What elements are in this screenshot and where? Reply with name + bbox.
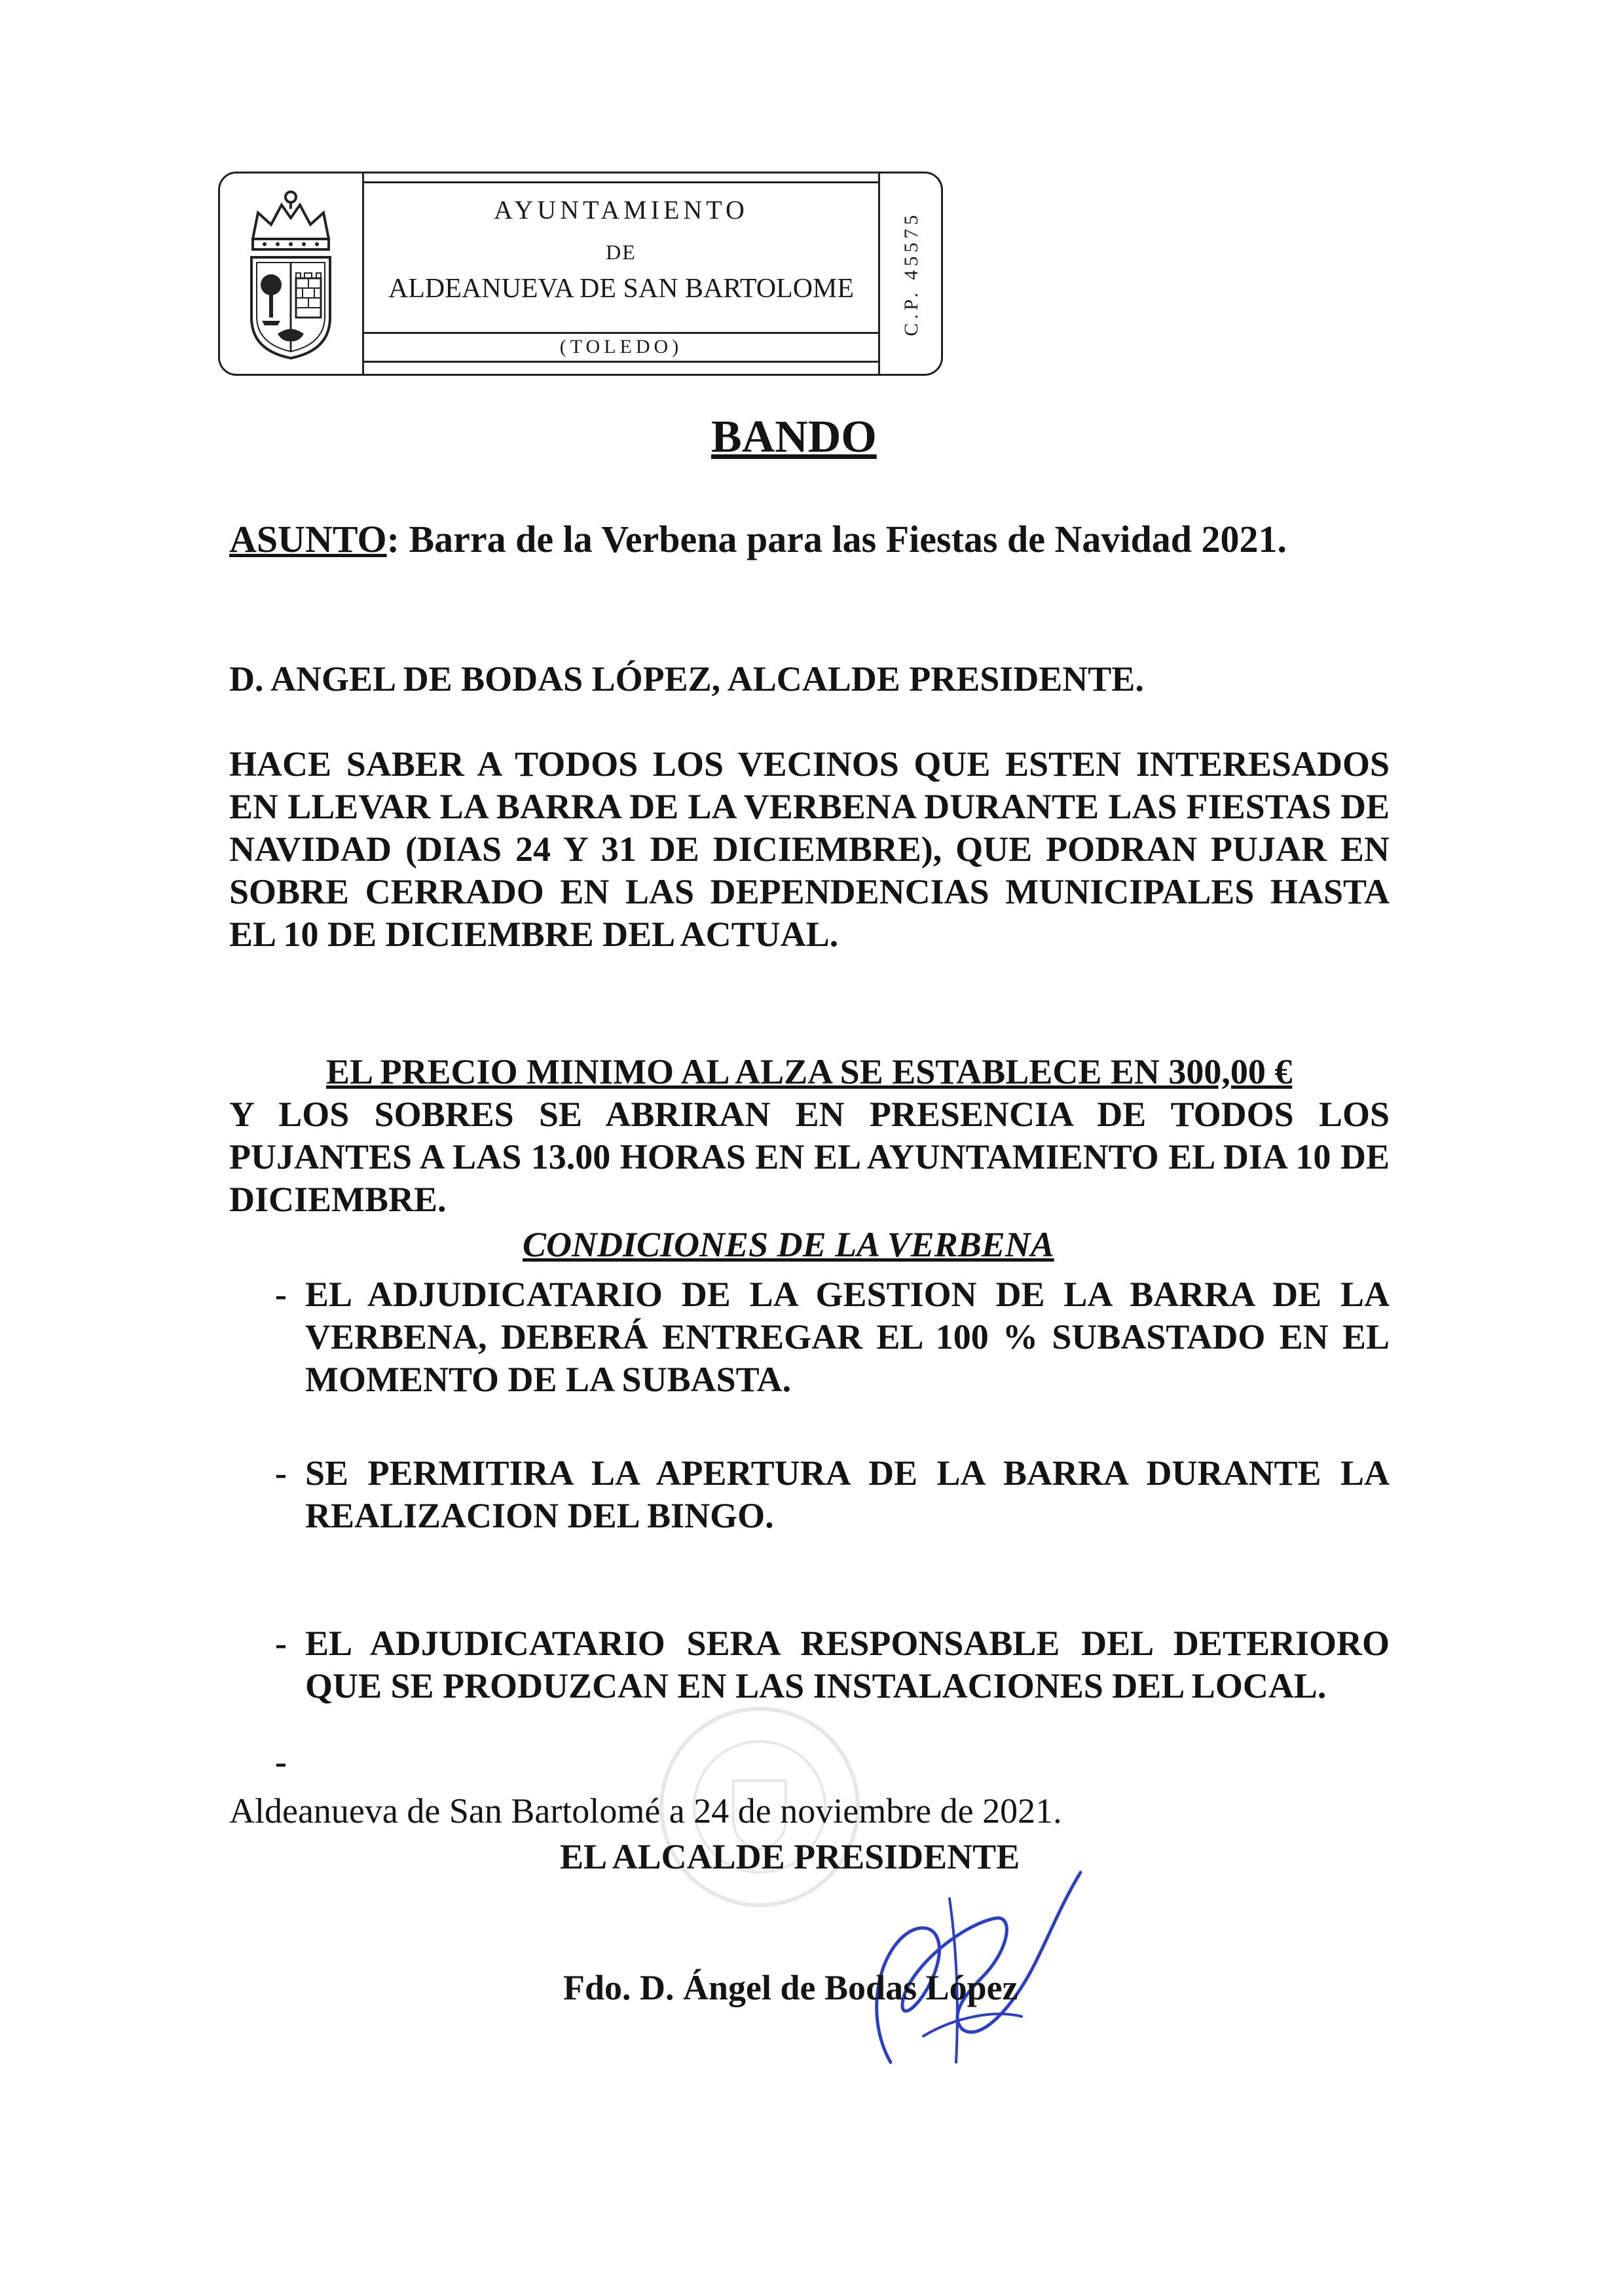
letterhead-preposition: DE bbox=[606, 240, 637, 264]
letterhead-institution: AYUNTAMIENTO bbox=[494, 195, 748, 225]
letterhead-text-block bbox=[364, 173, 878, 374]
minimum-price: EL PRECIO MINIMO AL ALZA SE ESTABLECE EN 300,00 € bbox=[326, 1052, 1293, 1091]
trailing-dash: - bbox=[275, 1742, 287, 1781]
letterhead bbox=[218, 172, 943, 376]
condition-item bbox=[229, 1452, 1390, 1537]
document-title: BANDO bbox=[711, 412, 877, 462]
subject-text: : Barra de la Verbena para las Fiestas de Navidad 2021. bbox=[386, 518, 1287, 560]
price-first-line bbox=[229, 1051, 1390, 1093]
condition-text: EL ADJUDICATARIO DE LA GESTION DE LA BARRA DE LA VERBENA, DEBERÁ ENTREGAR EL 100 % SUBASTADO EN EL MOMENTO DE LA SUBASTA. bbox=[305, 1275, 1390, 1399]
condition-dash: - bbox=[275, 1624, 287, 1663]
subject-paragraph bbox=[229, 517, 1390, 562]
postal-code: C.P. 45575 bbox=[900, 211, 922, 337]
coat-of-arms-icon bbox=[238, 187, 343, 363]
coat-of-arms-cell bbox=[220, 173, 364, 374]
condition-text: SE PERMITIRA LA APERTURA DE LA BARRA DURANTE LA REALIZACION DEL BINGO. bbox=[305, 1453, 1390, 1535]
price-paragraph bbox=[229, 1051, 1390, 1221]
letterhead-municipality: ALDEANUEVA DE SAN BARTOLOME bbox=[388, 274, 855, 304]
conditions-title: CONDICIONES DE LA VERBENA bbox=[523, 1225, 1054, 1264]
condition-item bbox=[229, 1273, 1390, 1401]
letterhead-rule-top bbox=[364, 181, 878, 183]
mayor-line: D. ANGEL DE BODAS LÓPEZ, ALCALDE PRESIDENTE. bbox=[229, 659, 1144, 699]
condition-text: EL ADJUDICATARIO SERA RESPONSABLE DEL DETERIORO QUE SE PRODUZCAN EN LAS INSTALACIONES DEL LOCAL. bbox=[305, 1624, 1390, 1705]
condition-dash: - bbox=[275, 1453, 287, 1493]
signatory-name: Fdo. D. Ángel de Bodas López bbox=[563, 1968, 1018, 2007]
letterhead-rule-middle bbox=[364, 332, 878, 334]
condition-dash: - bbox=[275, 1275, 287, 1314]
letterhead-rule-bottom bbox=[364, 361, 878, 363]
place-and-date: Aldeanueva de San Bartolomé a 24 de noviembre de 2021. bbox=[229, 1791, 1062, 1831]
subject-label: ASUNTO bbox=[229, 518, 387, 560]
signature-title: EL ALCALDE PRESIDENTE bbox=[560, 1837, 1020, 1876]
price-details: Y LOS SOBRES SE ABRIRAN EN PRESENCIA DE TODOS LOS PUJANTES A LAS 13.00 HORAS EN EL AYUNTAMIENTO EL DIA 10 DE DICIEMBRE. bbox=[229, 1095, 1390, 1219]
postal-code-cell bbox=[878, 173, 943, 374]
announcement-paragraph: HACE SABER A TODOS LOS VECINOS QUE ESTEN INTERESADOS EN LLEVAR LA BARRA DE LA VERBENA DURANTE LAS FIESTAS DE NAVIDAD (DIAS 24 Y 31 DE DICIEMBRE), QUE PODRAN PUJAR EN SOBRE CERRADO EN LAS DEPENDENCIAS MUNICIPALES HASTA EL 10 DE DICIEMBRE DEL ACTUAL. bbox=[229, 744, 1390, 954]
condition-item bbox=[229, 1622, 1390, 1707]
letterhead-province: (TOLEDO) bbox=[559, 336, 683, 357]
